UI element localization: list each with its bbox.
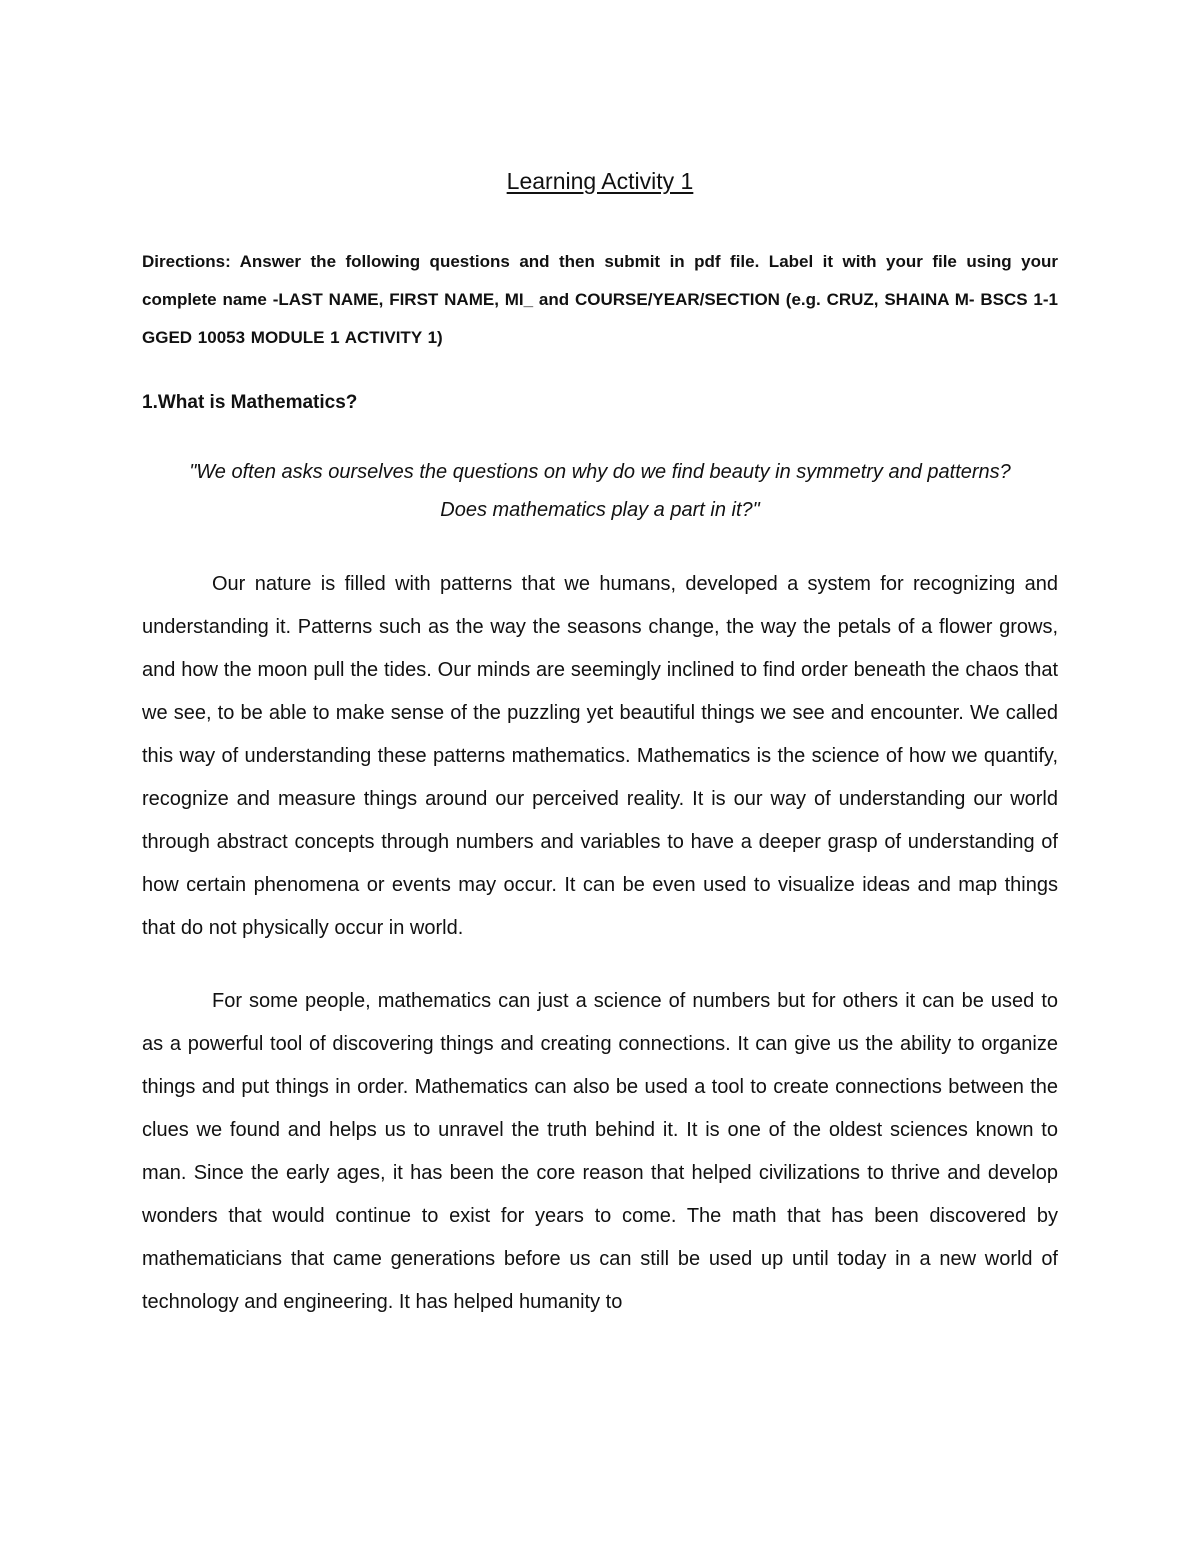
question-heading: 1.What is Mathematics?: [142, 392, 358, 413]
body-paragraph: Our nature is filled with patterns that we humans, developed a system for recognizing and understanding it. Patterns such as the way the seasons change, the way the petals of a flower grows, and how the moon pull the tides. Our minds are seemingly inclined to find order beneath the chaos that we see, to be able to make sense of the puzzling yet beautiful things we see and encounter. We called this way of understanding these patterns mathematics. Mathematics is the science of how we quantify, recognize and measure things around our perceived reality. It is our way of understanding our world through abstract concepts through numbers and variables to have a deeper grasp of understanding of how certain phenomena or events may occur. It can be even used to visualize ideas and map things that do not physically occur in world.: [142, 573, 1058, 939]
quote-line: "We often asks ourselves the questions on why do we find beauty in symmetry and patterns?: [189, 461, 1011, 483]
directions-text: Directions: Answer the following questions and then submit in pdf file. Label it with your file using your complete name -LAST NAME, FIRST NAME, MI_ and COURSE/YEAR/SECTION (e.g. CRUZ, SHAINA M- BSCS 1-1 GGED 10053 MODULE 1 ACTIVITY 1): [142, 252, 1058, 347]
document-content: [142, 168, 1058, 1354]
quote-block: [142, 453, 1058, 529]
quote-line: Does mathematics play a part in it?": [440, 499, 760, 521]
document-title: Learning Activity 1: [506, 168, 694, 194]
body-paragraph: For some people, mathematics can just a science of numbers but for others it can be used to as a powerful tool of discovering things and creating connections. It can give us the ability to organize things and put things in order. Mathematics can also be used a tool to create connections between the clues we found and helps us to unravel the truth behind it. It is one of the oldest sciences known to man. Since the early ages, it has been the core reason that helped civilizations to thrive and develop wonders that would continue to exist for years to come. The math that has been discovered by mathematicians that came generations before us can still be used up until today in a new world of technology and engineering. It has helped humanity to: [142, 990, 1058, 1313]
